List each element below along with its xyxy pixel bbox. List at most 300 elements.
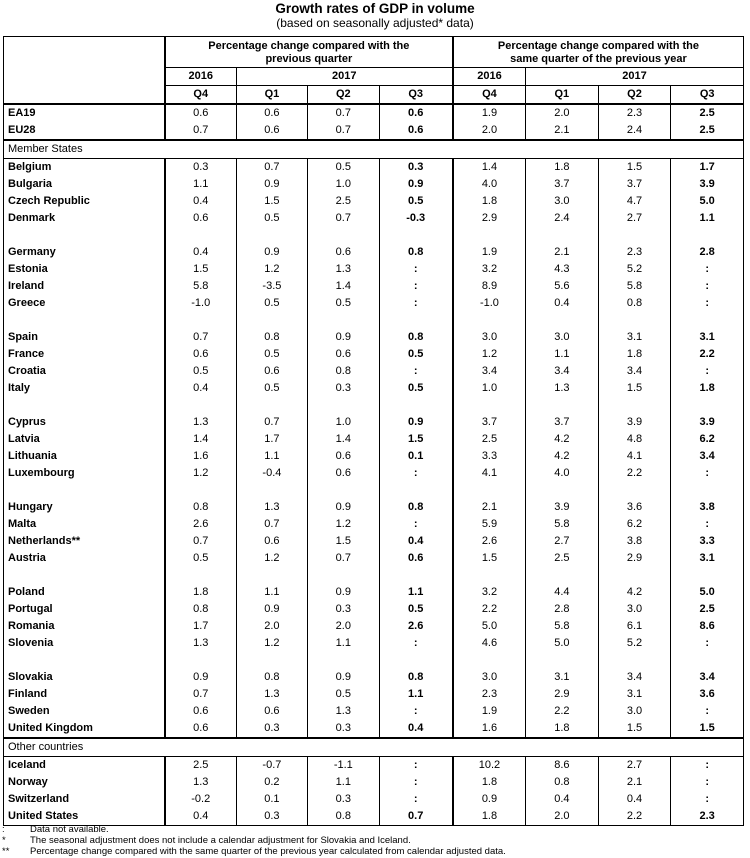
spacer-cell <box>671 567 744 584</box>
qoq-value-cell: 1.2 <box>165 465 236 482</box>
qoq-value-cell: 0.9 <box>308 329 379 346</box>
gdp-table <box>3 36 744 826</box>
yoy-value-cell: 1.2 <box>453 346 526 363</box>
qoq-value-cell: 0.5 <box>379 601 453 618</box>
table-row <box>4 104 744 122</box>
row-label: Hungary <box>8 501 53 513</box>
yoy-value-cell: : <box>671 261 744 278</box>
qoq-value-cell: 0.6 <box>308 448 379 465</box>
table-row <box>4 757 744 775</box>
yoy-value-cell: 5.8 <box>598 278 671 295</box>
yoy-value-cell: 0.8 <box>526 774 599 791</box>
qoq-value-cell: 1.1 <box>236 584 307 601</box>
spacer-cell <box>236 312 307 329</box>
spacer-cell <box>308 482 379 499</box>
table-row <box>4 635 744 652</box>
qoq-value-cell: 0.7 <box>236 159 307 177</box>
table-row <box>4 431 744 448</box>
header-corner <box>4 37 165 105</box>
qoq-value-cell: 0.4 <box>165 380 236 397</box>
qoq-value-cell: 0.6 <box>308 346 379 363</box>
qoq-value-cell: 0.6 <box>308 465 379 482</box>
qoq-value-cell: 0.9 <box>236 176 307 193</box>
yoy-value-cell: 2.7 <box>598 757 671 775</box>
footnote <box>0 824 506 835</box>
page-title: Growth rates of GDP in volume <box>275 1 475 16</box>
qoq-value-cell: 0.7 <box>236 516 307 533</box>
yoy-value-cell: 0.4 <box>526 791 599 808</box>
qoq-value-cell: 0.3 <box>379 159 453 177</box>
yoy-value-cell: 3.8 <box>671 499 744 516</box>
section-label: Member States <box>4 140 744 159</box>
yoy-value-cell: : <box>671 774 744 791</box>
qoq-value-cell: 0.6 <box>236 533 307 550</box>
qoq-value-cell: 2.0 <box>308 618 379 635</box>
yoy-value-cell: 3.8 <box>598 533 671 550</box>
table-row <box>4 193 744 210</box>
yoy-value-cell: 1.1 <box>671 210 744 227</box>
qoq-value-cell: 1.5 <box>236 193 307 210</box>
header-year: 2016 <box>453 68 526 86</box>
yoy-value-cell: 3.4 <box>453 363 526 380</box>
qoq-value-cell: 0.9 <box>165 669 236 686</box>
yoy-value-cell: 3.4 <box>598 363 671 380</box>
qoq-value-cell: : <box>379 757 453 775</box>
yoy-value-cell: 5.8 <box>526 516 599 533</box>
spacer-cell <box>165 397 236 414</box>
footnote-text: The seasonal adjustment does not include a calendar adjustment for Slovakia and Iceland. <box>30 835 411 846</box>
yoy-value-cell: : <box>671 791 744 808</box>
yoy-value-cell: 1.9 <box>453 104 526 122</box>
qoq-value-cell: 1.2 <box>308 516 379 533</box>
yoy-value-cell: 1.8 <box>453 193 526 210</box>
row-label: Poland <box>8 586 45 598</box>
row-label: Latvia <box>8 433 40 445</box>
qoq-value-cell: 0.6 <box>236 104 307 122</box>
table-row <box>4 346 744 363</box>
spacer-cell <box>379 312 453 329</box>
qoq-value-cell: 0.4 <box>379 720 453 738</box>
page-subtitle: (based on seasonally adjusted* data) <box>276 16 474 30</box>
yoy-value-cell: : <box>671 757 744 775</box>
spacer-cell <box>4 652 165 669</box>
spacer-cell <box>236 397 307 414</box>
footnote-text: Data not available. <box>30 824 109 835</box>
yoy-value-cell: 4.3 <box>526 261 599 278</box>
spacer-cell <box>671 482 744 499</box>
spacer-cell <box>379 652 453 669</box>
yoy-value-cell: 3.9 <box>671 176 744 193</box>
spacer-cell <box>453 227 526 244</box>
spacer-cell <box>165 482 236 499</box>
row-label: Slovenia <box>8 637 54 649</box>
yoy-value-cell: 1.8 <box>526 159 599 177</box>
spacer-cell <box>165 567 236 584</box>
spacer-cell <box>526 312 599 329</box>
yoy-value-cell: 1.5 <box>598 380 671 397</box>
qoq-value-cell: 0.9 <box>379 414 453 431</box>
row-label: Belgium <box>8 161 52 173</box>
qoq-value-cell: 0.1 <box>236 791 307 808</box>
yoy-value-cell: : <box>671 516 744 533</box>
yoy-value-cell: 3.9 <box>671 414 744 431</box>
yoy-value-cell: 2.5 <box>671 122 744 140</box>
qoq-value-cell: 1.1 <box>379 686 453 703</box>
yoy-value-cell: 2.7 <box>526 533 599 550</box>
qoq-value-cell: 0.4 <box>379 533 453 550</box>
spacer-cell <box>453 312 526 329</box>
yoy-value-cell: 4.4 <box>526 584 599 601</box>
qoq-value-cell: : <box>379 703 453 720</box>
qoq-value-cell: -3.5 <box>236 278 307 295</box>
qoq-value-cell: 0.8 <box>236 669 307 686</box>
qoq-value-cell: 0.5 <box>236 210 307 227</box>
yoy-value-cell: 4.6 <box>453 635 526 652</box>
row-label: Austria <box>8 552 46 564</box>
yoy-value-cell: 3.7 <box>453 414 526 431</box>
qoq-value-cell: 1.0 <box>308 414 379 431</box>
qoq-value-cell: 2.6 <box>165 516 236 533</box>
table-row <box>4 499 744 516</box>
header-quarter: Q2 <box>308 86 379 105</box>
header-group-label: previous quarter <box>265 53 353 65</box>
qoq-value-cell: 0.8 <box>236 329 307 346</box>
yoy-value-cell: 1.9 <box>453 703 526 720</box>
yoy-value-cell: : <box>671 635 744 652</box>
footnote <box>0 846 506 857</box>
yoy-value-cell: 8.9 <box>453 278 526 295</box>
qoq-value-cell: 0.3 <box>308 720 379 738</box>
yoy-value-cell: 5.0 <box>526 635 599 652</box>
spacer-cell <box>598 482 671 499</box>
qoq-value-cell: : <box>379 516 453 533</box>
qoq-value-cell: 1.8 <box>165 584 236 601</box>
qoq-value-cell: 0.7 <box>165 686 236 703</box>
qoq-value-cell: 5.8 <box>165 278 236 295</box>
table-row <box>4 791 744 808</box>
spacer-row <box>4 397 744 414</box>
yoy-value-cell: 2.2 <box>453 601 526 618</box>
spacer-cell <box>598 567 671 584</box>
table-row <box>4 808 744 826</box>
footnote-key: * <box>2 835 6 846</box>
section-row <box>4 738 744 757</box>
yoy-value-cell: 2.3 <box>598 104 671 122</box>
qoq-value-cell: 1.1 <box>236 448 307 465</box>
yoy-value-cell: 2.1 <box>526 244 599 261</box>
qoq-value-cell: 2.5 <box>308 193 379 210</box>
yoy-value-cell: 3.1 <box>526 669 599 686</box>
qoq-value-cell: -0.4 <box>236 465 307 482</box>
qoq-value-cell: 2.5 <box>165 757 236 775</box>
header-quarter: Q4 <box>165 86 236 105</box>
table-row <box>4 414 744 431</box>
spacer-cell <box>598 652 671 669</box>
qoq-value-cell: 0.8 <box>379 244 453 261</box>
yoy-value-cell: 2.3 <box>453 686 526 703</box>
row-label: France <box>8 348 45 360</box>
yoy-value-cell: 5.0 <box>453 618 526 635</box>
qoq-value-cell: 0.6 <box>379 122 453 140</box>
qoq-value-cell: : <box>379 278 453 295</box>
spacer-cell <box>453 397 526 414</box>
row-label: Germany <box>8 246 56 258</box>
yoy-value-cell: 1.8 <box>453 774 526 791</box>
table-row <box>4 516 744 533</box>
footnote-text: Percentage change compared with the same quarter of the previous year calculated from calendar adjusted data. <box>30 846 506 857</box>
qoq-value-cell: 1.7 <box>165 618 236 635</box>
yoy-value-cell: 0.9 <box>453 791 526 808</box>
row-label: Malta <box>8 518 37 530</box>
row-label: Romania <box>8 620 55 632</box>
qoq-value-cell: 0.8 <box>379 669 453 686</box>
qoq-value-cell: : <box>379 465 453 482</box>
yoy-value-cell: : <box>671 295 744 312</box>
row-label: Estonia <box>8 263 48 275</box>
table-row <box>4 618 744 635</box>
qoq-value-cell: 1.4 <box>308 278 379 295</box>
qoq-value-cell: : <box>379 261 453 278</box>
table-row <box>4 363 744 380</box>
yoy-value-cell: 3.7 <box>526 176 599 193</box>
spacer-cell <box>526 227 599 244</box>
qoq-value-cell: 0.5 <box>308 295 379 312</box>
qoq-value-cell: 1.2 <box>236 550 307 567</box>
yoy-value-cell: 2.9 <box>453 210 526 227</box>
yoy-value-cell: 5.2 <box>598 261 671 278</box>
yoy-value-cell: 4.7 <box>598 193 671 210</box>
spacer-cell <box>165 652 236 669</box>
qoq-value-cell: 0.8 <box>308 363 379 380</box>
row-label: Portugal <box>8 603 53 615</box>
table-row <box>4 720 744 738</box>
yoy-value-cell: 6.1 <box>598 618 671 635</box>
footnote-key: ** <box>2 846 10 857</box>
yoy-value-cell: 3.4 <box>598 669 671 686</box>
row-label: Denmark <box>8 212 56 224</box>
yoy-value-cell: 4.2 <box>526 431 599 448</box>
yoy-value-cell: 3.1 <box>598 329 671 346</box>
yoy-value-cell: 2.2 <box>598 808 671 826</box>
qoq-value-cell: 0.3 <box>308 601 379 618</box>
qoq-value-cell: 0.5 <box>236 380 307 397</box>
qoq-value-cell: 1.1 <box>165 176 236 193</box>
qoq-value-cell: 0.3 <box>308 791 379 808</box>
qoq-value-cell: -0.2 <box>165 791 236 808</box>
qoq-value-cell: 1.3 <box>308 261 379 278</box>
yoy-value-cell: 5.0 <box>671 193 744 210</box>
spacer-cell <box>671 652 744 669</box>
qoq-value-cell: 0.9 <box>308 499 379 516</box>
yoy-value-cell: 2.3 <box>671 808 744 826</box>
spacer-cell <box>526 397 599 414</box>
row-label: Luxembourg <box>8 467 75 479</box>
yoy-value-cell: 4.2 <box>598 584 671 601</box>
qoq-value-cell: 0.6 <box>379 550 453 567</box>
yoy-value-cell: 3.6 <box>598 499 671 516</box>
yoy-value-cell: 3.6 <box>671 686 744 703</box>
spacer-cell <box>671 397 744 414</box>
qoq-value-cell: 0.6 <box>379 104 453 122</box>
qoq-value-cell: 0.1 <box>379 448 453 465</box>
spacer-row <box>4 652 744 669</box>
yoy-value-cell: 2.3 <box>598 244 671 261</box>
row-label: Czech Republic <box>8 195 90 207</box>
yoy-value-cell: 2.1 <box>526 122 599 140</box>
yoy-value-cell: 1.5 <box>598 720 671 738</box>
spacer-cell <box>379 567 453 584</box>
spacer-cell <box>308 397 379 414</box>
qoq-value-cell: : <box>379 774 453 791</box>
qoq-value-cell: 0.6 <box>165 104 236 122</box>
yoy-value-cell: 2.4 <box>526 210 599 227</box>
spacer-cell <box>165 312 236 329</box>
qoq-value-cell: 0.7 <box>308 104 379 122</box>
spacer-row <box>4 567 744 584</box>
qoq-value-cell: 0.3 <box>308 380 379 397</box>
yoy-value-cell: 3.1 <box>671 329 744 346</box>
yoy-value-cell: 2.0 <box>526 808 599 826</box>
qoq-value-cell: 1.1 <box>308 635 379 652</box>
table-row <box>4 261 744 278</box>
yoy-value-cell: 1.8 <box>598 346 671 363</box>
yoy-value-cell: 1.8 <box>526 720 599 738</box>
yoy-value-cell: 1.3 <box>526 380 599 397</box>
yoy-value-cell: 1.1 <box>526 346 599 363</box>
spacer-cell <box>4 227 165 244</box>
qoq-value-cell: 0.9 <box>236 601 307 618</box>
header-group-label: Percentage change compared with the <box>497 40 699 52</box>
yoy-value-cell: 3.0 <box>453 329 526 346</box>
row-label: Bulgaria <box>8 178 53 190</box>
spacer-row <box>4 312 744 329</box>
header-quarter: Q2 <box>598 86 671 105</box>
qoq-value-cell: 0.6 <box>308 244 379 261</box>
yoy-value-cell: 6.2 <box>671 431 744 448</box>
qoq-value-cell: 1.3 <box>236 499 307 516</box>
qoq-value-cell: 0.6 <box>165 703 236 720</box>
footnote <box>0 835 506 846</box>
yoy-value-cell: 2.7 <box>598 210 671 227</box>
yoy-value-cell: 5.9 <box>453 516 526 533</box>
qoq-value-cell: 0.4 <box>165 808 236 826</box>
yoy-value-cell: 3.4 <box>671 669 744 686</box>
qoq-value-cell: 1.3 <box>165 414 236 431</box>
yoy-value-cell: 1.8 <box>671 380 744 397</box>
qoq-value-cell: 0.2 <box>236 774 307 791</box>
qoq-value-cell: 1.0 <box>308 176 379 193</box>
qoq-value-cell: 0.8 <box>165 601 236 618</box>
row-label: Switzerland <box>8 793 70 805</box>
yoy-value-cell: 2.8 <box>671 244 744 261</box>
yoy-value-cell: 2.1 <box>598 774 671 791</box>
header-group-previous-year <box>453 37 744 68</box>
spacer-cell <box>236 227 307 244</box>
yoy-value-cell: 2.2 <box>598 465 671 482</box>
qoq-value-cell: 0.3 <box>236 808 307 826</box>
row-label: Spain <box>8 331 38 343</box>
table-row <box>4 465 744 482</box>
spacer-cell <box>165 227 236 244</box>
header-quarter: Q3 <box>671 86 744 105</box>
qoq-value-cell: 0.5 <box>165 363 236 380</box>
table-row <box>4 295 744 312</box>
yoy-value-cell: 2.8 <box>526 601 599 618</box>
spacer-cell <box>308 227 379 244</box>
yoy-value-cell: 2.2 <box>671 346 744 363</box>
yoy-value-cell: 1.6 <box>453 720 526 738</box>
header-year: 2017 <box>236 68 453 86</box>
yoy-value-cell: 2.1 <box>453 499 526 516</box>
yoy-value-cell: 5.8 <box>526 618 599 635</box>
spacer-cell <box>236 652 307 669</box>
yoy-value-cell: 2.6 <box>453 533 526 550</box>
qoq-value-cell: 0.3 <box>165 159 236 177</box>
header-group-label: same quarter of the previous year <box>510 53 687 65</box>
yoy-value-cell: 3.2 <box>453 584 526 601</box>
spacer-cell <box>453 567 526 584</box>
yoy-value-cell: 1.4 <box>453 159 526 177</box>
yoy-value-cell: : <box>671 363 744 380</box>
yoy-value-cell: 1.5 <box>453 550 526 567</box>
yoy-value-cell: 5.6 <box>526 278 599 295</box>
qoq-value-cell: 0.8 <box>379 499 453 516</box>
qoq-value-cell: 1.3 <box>165 635 236 652</box>
qoq-value-cell: 0.4 <box>165 244 236 261</box>
qoq-value-cell: 0.9 <box>308 669 379 686</box>
qoq-value-cell: 1.2 <box>236 261 307 278</box>
yoy-value-cell: : <box>671 703 744 720</box>
qoq-value-cell: 0.8 <box>165 499 236 516</box>
table-row <box>4 669 744 686</box>
header-quarter: Q1 <box>236 86 307 105</box>
qoq-value-cell: 1.5 <box>308 533 379 550</box>
yoy-value-cell: 3.9 <box>598 414 671 431</box>
yoy-value-cell: 5.0 <box>671 584 744 601</box>
yoy-value-cell: 3.9 <box>526 499 599 516</box>
qoq-value-cell: 0.9 <box>308 584 379 601</box>
qoq-value-cell: 0.8 <box>308 808 379 826</box>
table-row <box>4 703 744 720</box>
yoy-value-cell: 2.5 <box>671 104 744 122</box>
qoq-value-cell: 0.5 <box>379 193 453 210</box>
spacer-cell <box>598 397 671 414</box>
row-label: Italy <box>8 382 31 394</box>
qoq-value-cell: 0.7 <box>379 808 453 826</box>
yoy-value-cell: 3.3 <box>671 533 744 550</box>
table-row <box>4 380 744 397</box>
yoy-value-cell: 4.1 <box>453 465 526 482</box>
yoy-value-cell: 4.0 <box>526 465 599 482</box>
yoy-value-cell: 2.5 <box>526 550 599 567</box>
yoy-value-cell: 8.6 <box>671 618 744 635</box>
qoq-value-cell: 1.1 <box>308 774 379 791</box>
spacer-cell <box>379 227 453 244</box>
yoy-value-cell: 3.2 <box>453 261 526 278</box>
footnotes <box>0 824 506 857</box>
qoq-value-cell: 0.5 <box>379 346 453 363</box>
yoy-value-cell: 2.9 <box>598 550 671 567</box>
row-label: United Kingdom <box>4 720 165 738</box>
qoq-value-cell: 1.5 <box>379 431 453 448</box>
table-row <box>4 686 744 703</box>
table-row <box>4 210 744 227</box>
qoq-value-cell: 0.7 <box>165 533 236 550</box>
yoy-value-cell: 3.0 <box>453 669 526 686</box>
table-row <box>4 176 744 193</box>
yoy-value-cell: 2.0 <box>526 104 599 122</box>
spacer-cell <box>379 397 453 414</box>
